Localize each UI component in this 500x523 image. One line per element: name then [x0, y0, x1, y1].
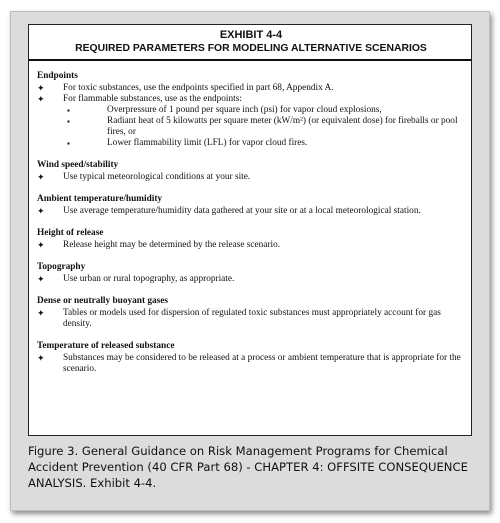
- sub-list-item: [37, 105, 465, 116]
- bullet-icon: ✦: [37, 308, 45, 318]
- sub-bullet-text: Radiant heat of 5 kilowatts per square meter (kW/m²) (or equivalent dose) for fireballs or pool fires, or: [107, 116, 458, 137]
- bullet-icon: ✦: [37, 172, 45, 182]
- sub-list-item: [37, 138, 465, 149]
- bullet-text: Release height may be determined by the release scenario.: [63, 240, 281, 250]
- section-endpoints: [37, 71, 465, 149]
- list-item: [37, 353, 465, 375]
- section-dense-gases: [37, 296, 465, 330]
- section-heading: Ambient temperature/humidity: [37, 194, 163, 204]
- list-item: [37, 172, 465, 183]
- bullet-icon: ✦: [37, 206, 45, 216]
- figure-caption: Figure 3. General Guidance on Risk Management Programs for Chemical Accident Prevention (40 CFR Part 68) - CHAPTER 4: OFFSITE CONSEQUENCE ANALYSIS. Exhibit 4-4.: [28, 444, 468, 490]
- bullet-icon: ✦: [37, 83, 45, 93]
- section-heading: Endpoints: [37, 71, 78, 81]
- list-item: [37, 274, 465, 285]
- bullet-text: Substances may be considered to be released at a process or ambient temperature that is appropriate for the scenario.: [63, 353, 461, 374]
- figure-frame: [10, 11, 490, 511]
- bullet-icon: ✦: [37, 353, 45, 363]
- section-release-temperature: [37, 341, 465, 375]
- section-ambient-temperature: [37, 194, 465, 217]
- list-item: [37, 83, 465, 94]
- sub-list-item: [37, 116, 465, 138]
- exhibit-document: [28, 24, 472, 436]
- list-item: [37, 308, 465, 330]
- section-heading: Topography: [37, 262, 86, 272]
- section-heading: Temperature of released substance: [37, 341, 175, 351]
- list-item: [37, 206, 465, 217]
- bullet-text: Use average temperature/humidity data gathered at your site or at a local meteorological station.: [63, 206, 421, 216]
- bullet-text: Use urban or rural topography, as appropriate.: [63, 274, 235, 284]
- section-heading: Height of release: [37, 228, 104, 238]
- bullet-icon: ✦: [37, 240, 45, 250]
- section-heading: Dense or neutrally buoyant gases: [37, 296, 169, 306]
- section-wind-speed: [37, 160, 465, 183]
- bullet-icon: ✦: [37, 94, 45, 104]
- exhibit-subtitle: REQUIRED PARAMETERS FOR MODELING ALTERNATIVE SCENARIOS: [75, 43, 427, 54]
- section-heading: Wind speed/stability: [37, 160, 119, 170]
- sub-bullet-text: Lower flammability limit (LFL) for vapor cloud fires.: [107, 138, 308, 148]
- title-divider: [29, 59, 471, 61]
- bullet-text: Use typical meteorological conditions at your site.: [63, 172, 251, 182]
- section-height-of-release: [37, 228, 465, 251]
- section-topography: [37, 262, 465, 285]
- bullet-text: For toxic substances, use the endpoints specified in part 68, Appendix A.: [63, 83, 334, 93]
- square-bullet-icon: ▪: [67, 139, 70, 148]
- sub-bullet-text: Overpressure of 1 pound per square inch (psi) for vapor cloud explosions,: [107, 105, 382, 115]
- list-item: [37, 240, 465, 251]
- square-bullet-icon: ▪: [67, 117, 70, 126]
- square-bullet-icon: ▪: [67, 106, 70, 115]
- bullet-icon: ✦: [37, 274, 45, 284]
- exhibit-title: EXHIBIT 4-4: [219, 29, 283, 41]
- bullet-text: For flammable substances, use as the endpoints:: [63, 94, 242, 104]
- bullet-text: Tables or models used for dispersion of regulated toxic substances must appropriately account for gas density.: [63, 308, 441, 329]
- list-item: [37, 94, 465, 105]
